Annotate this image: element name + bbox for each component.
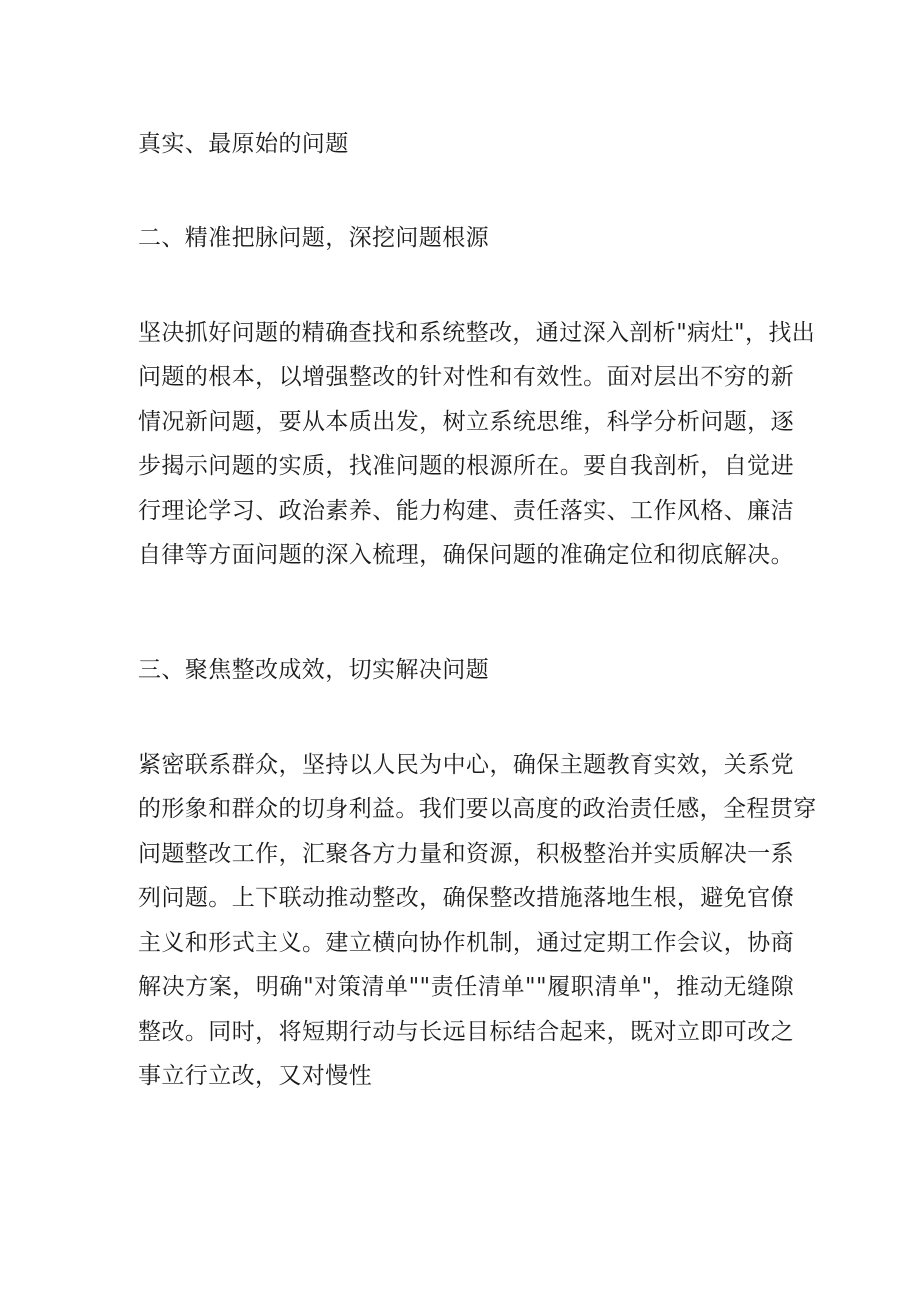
section-3-heading: 三、聚焦整改成效，切实解决问题 <box>138 657 489 683</box>
paragraph-line: 列问题。上下联动推动整改，确保整改措施落地生根，避免官僚 <box>138 885 794 911</box>
paragraph-line: 问题整改工作，汇聚各方力量和资源，积极整治并实质解决一系 <box>138 841 794 867</box>
paragraph-line: 行理论学习、政治素养、能力构建、责任落实、工作风格、廉洁 <box>138 498 794 524</box>
paragraph-line: 的形象和群众的切身利益。我们要以高度的政治责任感，全程贯穿 <box>138 796 817 822</box>
paragraph-line: 解决方案，明确"对策清单""责任清单""履职清单"，推动无缝隙 <box>138 974 794 1000</box>
intro-paragraph-tail: 真实、最原始的问题 <box>138 131 349 157</box>
paragraph-line: 事立行立改，又对慢性 <box>138 1063 372 1089</box>
paragraph-line: 步揭示问题的实质，找准问题的根源所在。要自我剖析，自觉进 <box>138 453 794 479</box>
paragraph-line: 情况新问题，要从本质出发，树立系统思维，科学分析问题，逐 <box>138 409 794 435</box>
paragraph-line: 整改。同时，将短期行动与长远目标结合起来，既对立即可改之 <box>138 1019 794 1045</box>
section-2-heading: 二、精准把脉问题，深挖问题根源 <box>138 225 489 251</box>
paragraph-line: 主义和形式主义。建立横向协作机制，通过定期工作会议，协商 <box>138 930 794 956</box>
paragraph-line: 坚决抓好问题的精确查找和系统整改，通过深入剖析"病灶"，找出 <box>138 320 816 346</box>
paragraph-line: 问题的根本，以增强整改的针对性和有效性。面对层出不穷的新 <box>138 364 794 390</box>
paragraph-line: 自律等方面问题的深入梳理，确保问题的准确定位和彻底解决。 <box>138 542 794 568</box>
paragraph-line: 紧密联系群众，坚持以人民为中心，确保主题教育实效，关系党 <box>138 752 794 778</box>
